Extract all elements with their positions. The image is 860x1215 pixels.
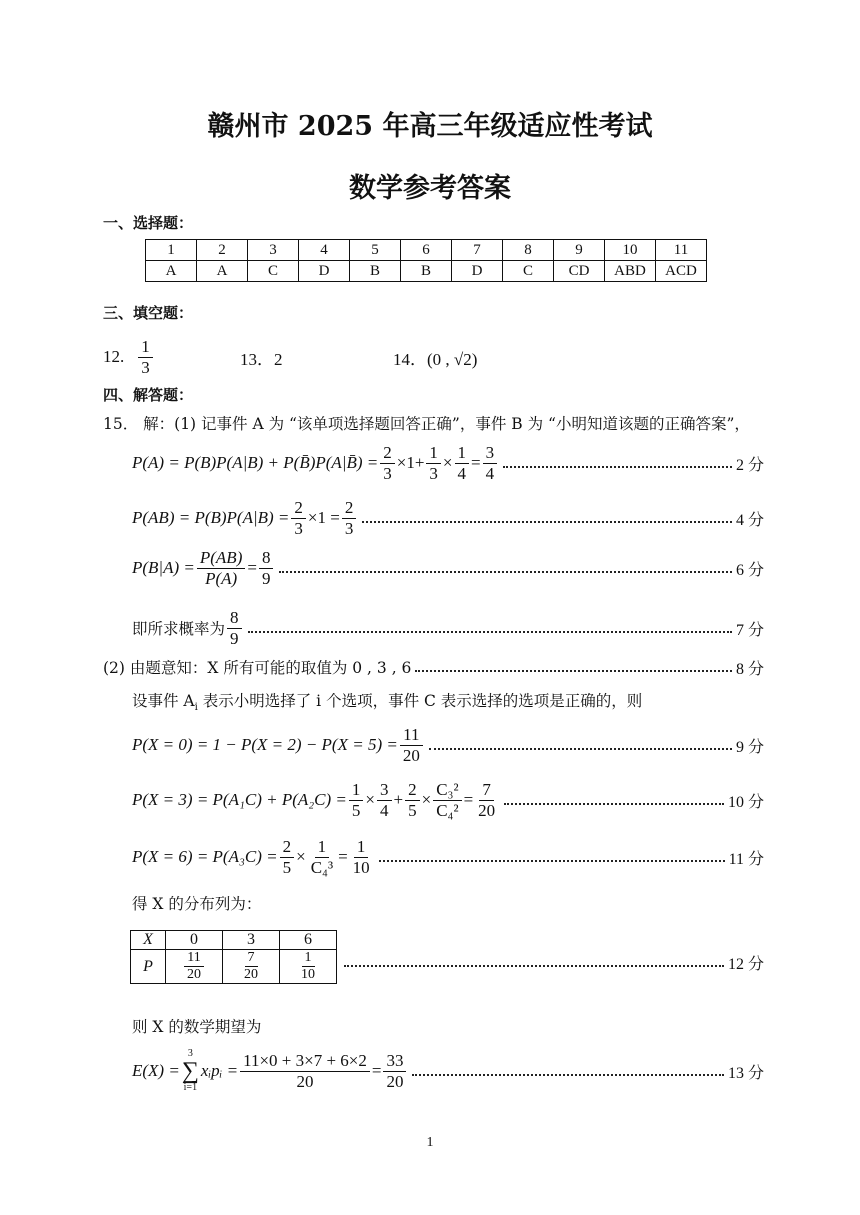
- eq4-f1-num: 8: [227, 608, 242, 629]
- eq6-op3: ×: [421, 790, 432, 809]
- distribution-prob-row: [131, 950, 337, 984]
- answer-cell: ACD: [656, 261, 707, 282]
- eq7-f1-num: 2: [280, 837, 295, 858]
- eq6-frac3: [405, 780, 420, 820]
- eq6-f4-num: C₃²: [433, 780, 461, 801]
- eq3-f2-den: 9: [261, 568, 271, 588]
- eq1-op3: =: [471, 453, 481, 472]
- eq6-f1-den: 5: [351, 800, 361, 820]
- dist-p-value: [280, 950, 337, 984]
- eq7-f2-den: C₄³: [310, 857, 334, 877]
- part2-event-rest: 表示小明选择了 i 个选项，事件 C 表示选择的选项是正确的，则: [197, 692, 643, 710]
- eq6-frac4: [433, 780, 461, 820]
- eq2-lhs: P(AB) = P(B)P(A|B) =: [132, 508, 290, 527]
- question-number-row: [146, 240, 707, 261]
- q15-intro: 15． 解：(1) 记事件 A 为 “该单项选择题回答正确”，事件 B 为 “小明知道该题的正确答案”，: [103, 415, 750, 433]
- multiple-choice-answer-table: [145, 239, 707, 282]
- score-13: 13 分: [727, 1064, 764, 1082]
- eq6-f3-den: 5: [408, 800, 417, 820]
- eq1-f3-den: 4: [457, 463, 467, 483]
- eq6-frac1: [349, 780, 364, 820]
- eq2-op1: ×1 =: [307, 508, 340, 527]
- leader-dots: [344, 965, 724, 967]
- eq5-lhs: P(X = 0) = 1 − P(X = 2) − P(X = 5) =: [132, 735, 398, 754]
- dist-x-value: 6: [280, 931, 337, 950]
- leader-dots: [415, 670, 732, 672]
- leader-dots: [362, 521, 732, 523]
- eq1-f4-num: 3: [483, 443, 498, 464]
- distribution-value-row: [131, 931, 337, 950]
- summation-symbol: 3 ∑ i=1: [181, 1048, 199, 1093]
- eq1-f3-num: 1: [455, 443, 470, 464]
- eq1-frac2: [426, 443, 441, 483]
- eq7-frac1: [280, 837, 295, 877]
- dist-p-num: 11: [184, 950, 203, 967]
- section-multiple-choice: 一、选择题：: [103, 214, 194, 232]
- eq5-f1-den: 20: [402, 745, 420, 765]
- eq7-f1-den: 5: [282, 857, 292, 877]
- question-number-cell: 9: [554, 240, 605, 261]
- q12-numerator: 1: [138, 337, 153, 358]
- leader-dots: [279, 571, 732, 573]
- answer-cell: CD: [554, 261, 605, 282]
- answer-cell: D: [452, 261, 503, 282]
- eq8-f1-den: 20: [296, 1071, 314, 1091]
- sum-upper: 3: [187, 1048, 193, 1059]
- question-number-cell: 5: [350, 240, 401, 261]
- eq7-frac2: [308, 837, 336, 877]
- dist-p-value: [223, 950, 280, 984]
- eq7-op2: =: [338, 847, 348, 866]
- eq1-op2: ×: [442, 453, 453, 472]
- eq2-f1-den: 3: [294, 518, 303, 538]
- question-number-cell: 1: [146, 240, 197, 261]
- equation-line-6: [132, 775, 764, 825]
- distribution-score-line: [340, 950, 764, 974]
- eq3-frac2: [259, 548, 274, 588]
- answer-cell: D: [299, 261, 350, 282]
- q12-denominator: 3: [141, 357, 150, 377]
- eq3-lhs: P(B|A) =: [132, 558, 195, 577]
- leader-dots: [379, 860, 725, 862]
- score-6: 6 分: [735, 561, 764, 579]
- eq7-lhs: P(X = 6) = P(A₃C) =: [132, 847, 278, 866]
- exam-title: 赣州市 2025 年高三年级适应性考试: [207, 111, 653, 142]
- eq8-frac1: [240, 1051, 370, 1091]
- page-number: 1: [426, 1135, 434, 1150]
- eq7-f2-num: 1: [315, 837, 330, 858]
- eq1-frac3: [455, 443, 470, 483]
- eq1-f2-den: 3: [429, 463, 438, 483]
- q12-label: 12.: [103, 347, 125, 367]
- question-number-cell: 11: [656, 240, 707, 261]
- section-solutions: 四、解答题：: [103, 386, 194, 404]
- answer-14: 14．(0 , √2): [393, 350, 478, 369]
- eq6-f5-num: 7: [479, 780, 494, 801]
- dist-p-value: [166, 950, 223, 984]
- eq2-frac1: [291, 498, 306, 538]
- eq6-f2-den: 4: [380, 800, 389, 820]
- eq6-f3-num: 2: [405, 780, 420, 801]
- dist-p-label: P: [131, 950, 166, 984]
- question-number-cell: 2: [197, 240, 248, 261]
- eq6-op1: ×: [365, 790, 376, 809]
- eq8-frac2: [383, 1051, 406, 1091]
- dist-p-num: 1: [302, 950, 315, 967]
- eq6-f4-den: C₄²: [436, 800, 459, 820]
- leader-dots: [504, 803, 724, 805]
- eq6-op4: =: [463, 790, 474, 809]
- eq6-frac5: [475, 780, 498, 820]
- answer-cell: A: [197, 261, 248, 282]
- eq1-lhs: P(A) = P(B)P(A|B) + P(B̄)P(A|B̄) =: [132, 453, 379, 472]
- leader-dots: [412, 1074, 724, 1076]
- dist-p-num: 7: [245, 950, 258, 967]
- score-10: 10 分: [727, 793, 764, 811]
- equation-line-1: [132, 440, 764, 486]
- equation-line-2: [132, 495, 764, 541]
- dist-x-value: 0: [166, 931, 223, 950]
- eq4-frac1: [227, 608, 242, 648]
- eq1-f1-num: 2: [380, 443, 395, 464]
- answer-cell: B: [401, 261, 452, 282]
- part2-line: [103, 655, 764, 679]
- question-number-cell: 4: [299, 240, 350, 261]
- score-2: 2 分: [735, 456, 764, 474]
- leader-dots: [248, 631, 732, 633]
- question-number-cell: 7: [452, 240, 503, 261]
- score-11: 11 分: [728, 850, 764, 868]
- eq8-f1-num: 11×0 + 3×7 + 6×2: [240, 1051, 370, 1072]
- eq8-lhs: E(X) =: [132, 1061, 180, 1080]
- eq2-f2-den: 3: [344, 518, 354, 538]
- question-number-cell: 8: [503, 240, 554, 261]
- answer-row: [146, 261, 707, 282]
- eq8-op1: =: [371, 1061, 382, 1080]
- eq2-f1-num: 2: [291, 498, 306, 519]
- eq1-f2-num: 1: [426, 443, 441, 464]
- eq8-f2-den: 20: [386, 1071, 404, 1091]
- eq4-f1-den: 9: [230, 628, 239, 648]
- eq6-lhs: P(X = 3) = P(A₁C) + P(A₂C) =: [132, 790, 347, 809]
- eq6-f5-den: 20: [478, 800, 496, 820]
- eq7-op1: ×: [296, 847, 306, 866]
- equation-line-4: [132, 605, 764, 651]
- eq5-f1-num: 11: [400, 725, 422, 746]
- equation-line-7: [132, 832, 764, 882]
- part2-event-a: 设事件 A: [132, 692, 195, 710]
- equation-line-8: [132, 1044, 764, 1098]
- dist-p-den: 20: [187, 967, 201, 983]
- answer-12: [103, 337, 155, 377]
- eq8-f2-num: 33: [383, 1051, 406, 1072]
- eq6-frac2: [377, 780, 392, 820]
- q12-fraction: [138, 337, 153, 377]
- eq7-frac3: [350, 837, 373, 877]
- part2-event-sub: i: [194, 702, 198, 714]
- score-9: 9 分: [735, 738, 764, 756]
- dist-p-den: 20: [244, 967, 258, 983]
- score-7: 7 分: [735, 621, 764, 639]
- answer-13: 13．2: [240, 350, 283, 369]
- eq5-frac1: [400, 725, 423, 765]
- score-8: 8 分: [735, 660, 764, 678]
- equation-line-3: [132, 545, 764, 591]
- equation-line-5: [132, 722, 764, 768]
- part2-event-def: [132, 689, 642, 713]
- part2-text: (2) 由题意知：X 所有可能的取值为 0 , 3 , 6: [103, 659, 412, 677]
- sum-lower: i=1: [183, 1082, 198, 1093]
- eq3-frac1: [197, 548, 245, 588]
- eq2-f2-num: 2: [342, 498, 357, 519]
- section-fill-blank: 三、填空题：: [103, 304, 194, 322]
- eq1-f1-den: 3: [383, 463, 392, 483]
- eq1-frac1: [380, 443, 395, 483]
- eq6-op2: +: [393, 790, 404, 809]
- distribution-table: [130, 930, 337, 984]
- score-4: 4 分: [735, 511, 764, 529]
- eq7-f3-den: 10: [352, 857, 370, 877]
- eq6-f1-num: 1: [349, 780, 364, 801]
- eq7-f3-num: 1: [354, 837, 369, 858]
- answer-key-title: 数学参考答案: [349, 173, 511, 204]
- eq1-op1: ×1+: [396, 453, 425, 472]
- leader-dots: [503, 466, 732, 468]
- question-number-cell: 10: [605, 240, 656, 261]
- eq1-f4-den: 4: [485, 463, 495, 483]
- question-number-cell: 3: [248, 240, 299, 261]
- eq2-frac2: [342, 498, 357, 538]
- answer-cell: A: [146, 261, 197, 282]
- dist-x-value: 3: [223, 931, 280, 950]
- expectation-intro: 则 X 的数学期望为: [132, 1018, 262, 1036]
- answer-cell: B: [350, 261, 401, 282]
- dist-p-den: 10: [301, 967, 315, 983]
- score-12: 12 分: [727, 955, 764, 973]
- eq1-frac4: [483, 443, 498, 483]
- question-number-cell: 6: [401, 240, 452, 261]
- answer-cell: C: [248, 261, 299, 282]
- dist-x-label: X: [131, 931, 166, 950]
- distribution-intro: 得 X 的分布列为：: [132, 895, 262, 913]
- eq8-sum-body: xᵢpᵢ =: [200, 1061, 239, 1080]
- eq3-f1-den: P(A): [205, 568, 238, 588]
- eq4-lhs: 即所求概率为: [132, 620, 226, 638]
- eq3-op1: =: [247, 558, 257, 577]
- answer-cell: C: [503, 261, 554, 282]
- eq6-f2-num: 3: [377, 780, 392, 801]
- eq3-f2-num: 8: [259, 548, 274, 569]
- leader-dots: [429, 748, 732, 750]
- eq3-f1-num: P(AB): [197, 548, 245, 569]
- answer-cell: ABD: [605, 261, 656, 282]
